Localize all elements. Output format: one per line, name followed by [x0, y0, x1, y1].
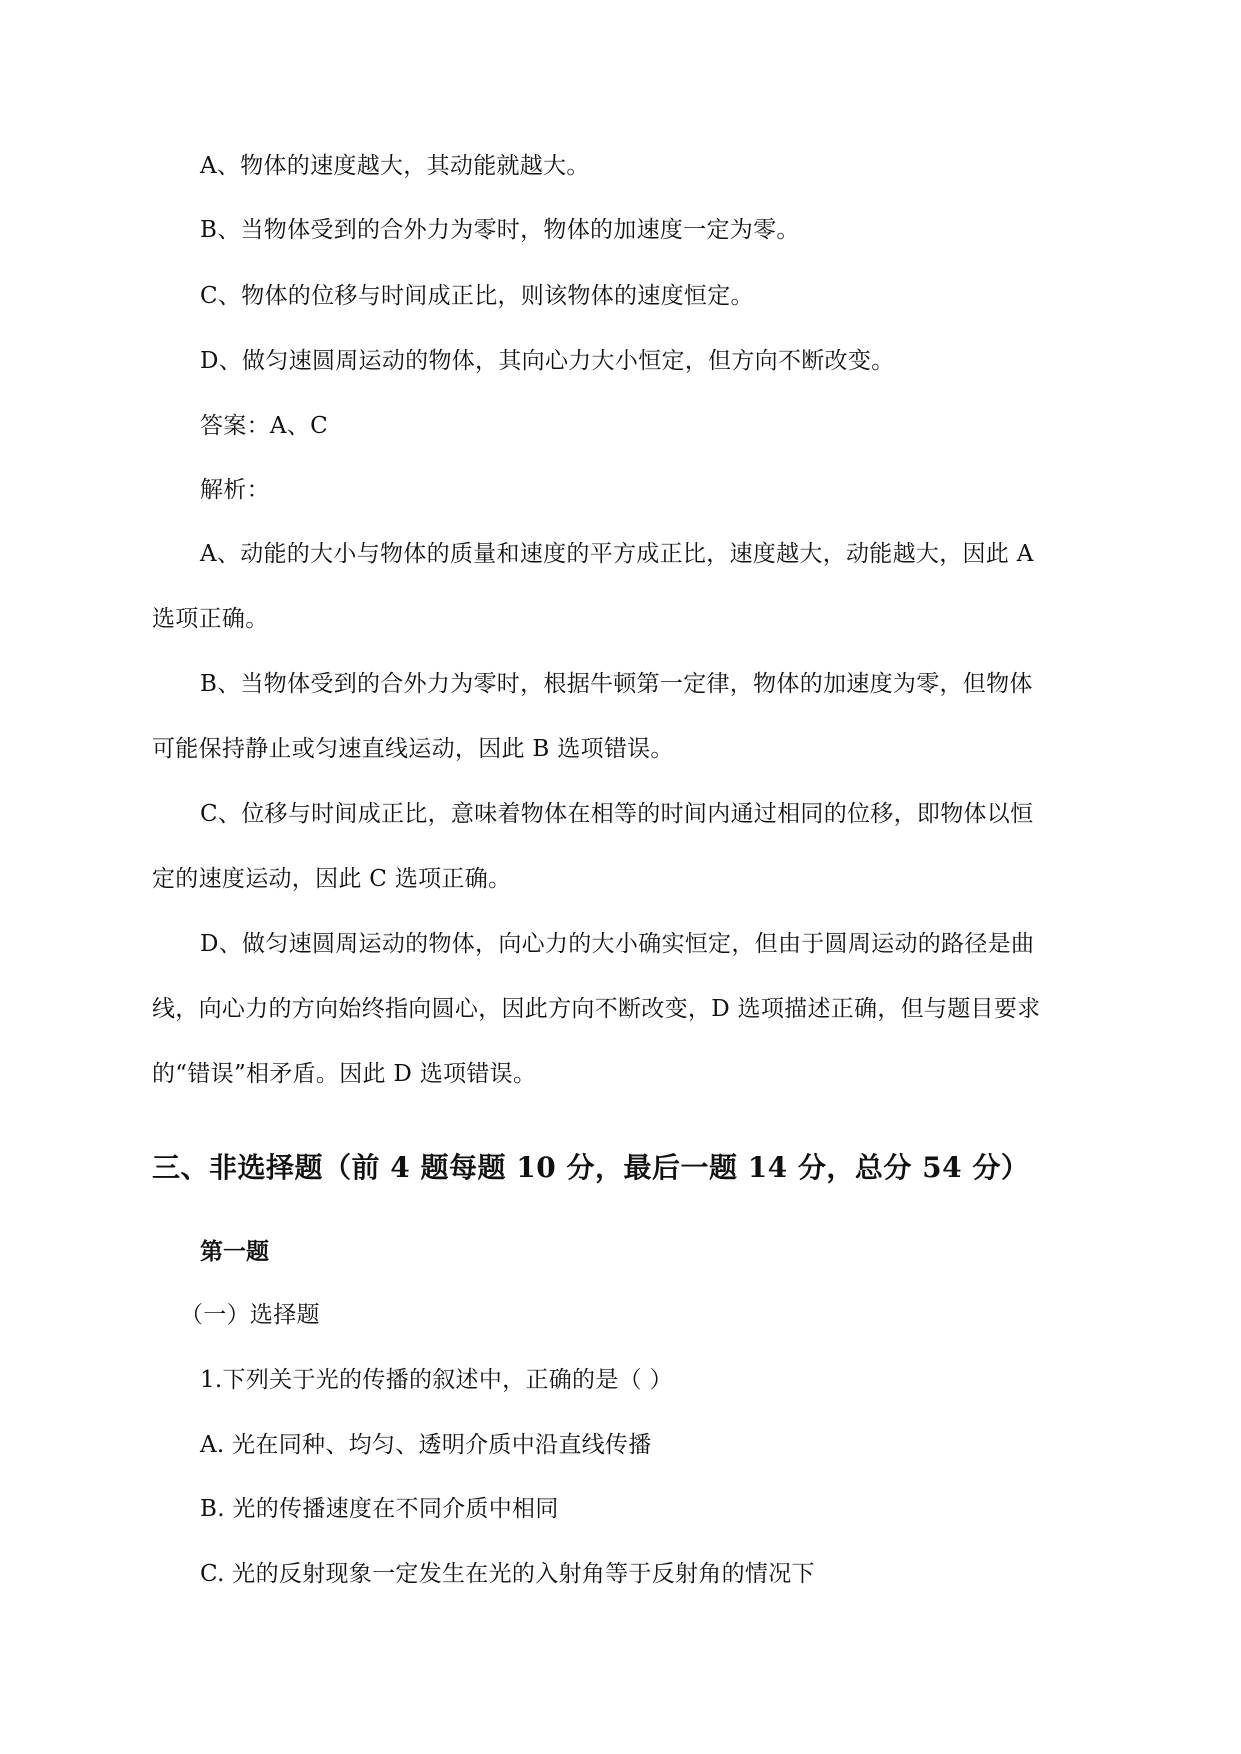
- question-option-b: B. 光的传播速度在不同介质中相同: [200, 1496, 559, 1522]
- analysis-d-line-2: 线，向心力的方向始终指向圆心，因此方向不断改变，D 选项描述正确，但与题目要求: [152, 996, 1041, 1022]
- answer-text: 答案：A、C: [200, 413, 329, 439]
- analysis-a-line-1: A、动能的大小与物体的质量和速度的平方成正比，速度越大，动能越大，因此 A: [200, 541, 1034, 567]
- question-option-c: C. 光的反射现象一定发生在光的入射角等于反射角的情况下: [200, 1561, 815, 1587]
- question-stem: 1.下列关于光的传播的叙述中，正确的是（ ）: [200, 1367, 673, 1393]
- analysis-b-line-2: 可能保持静止或匀速直线运动，因此 B 选项错误。: [152, 736, 674, 762]
- analysis-a-line-2: 选项正确。: [152, 606, 269, 632]
- option-d-prev: D、做匀速圆周运动的物体，其向心力大小恒定，但方向不断改变。: [200, 348, 895, 374]
- analysis-c-line-2: 定的速度运动，因此 C 选项正确。: [152, 866, 512, 892]
- option-a-prev: A、物体的速度越大，其动能就越大。: [200, 153, 590, 179]
- question-option-a: A. 光在同种、均匀、透明介质中沿直线传播: [200, 1432, 652, 1458]
- analysis-d-line-1: D、做匀速圆周运动的物体，向心力的大小确实恒定，但由于圆周运动的路径是曲: [200, 931, 1035, 957]
- analysis-b-line-1: B、当物体受到的合外力为零时，根据牛顿第一定律，物体的加速度为零，但物体: [200, 671, 1033, 697]
- option-c-prev: C、物体的位移与时间成正比，则该物体的速度恒定。: [200, 283, 754, 309]
- analysis-d-line-3: 的“错误”相矛盾。因此 D 选项错误。: [152, 1061, 537, 1087]
- section-title: 三、非选择题（前 4 题每题 10 分，最后一题 14 分，总分 54 分）: [152, 1151, 1030, 1184]
- analysis-c-line-1: C、位移与时间成正比，意味着物体在相等的时间内通过相同的位移，即物体以恒: [200, 801, 1034, 827]
- question-title: 第一题: [200, 1238, 269, 1265]
- analysis-label: 解析：: [200, 477, 270, 503]
- part-label: （一）选择题: [180, 1302, 320, 1328]
- option-b-prev: B、当物体受到的合外力为零时，物体的加速度一定为零。: [200, 217, 800, 243]
